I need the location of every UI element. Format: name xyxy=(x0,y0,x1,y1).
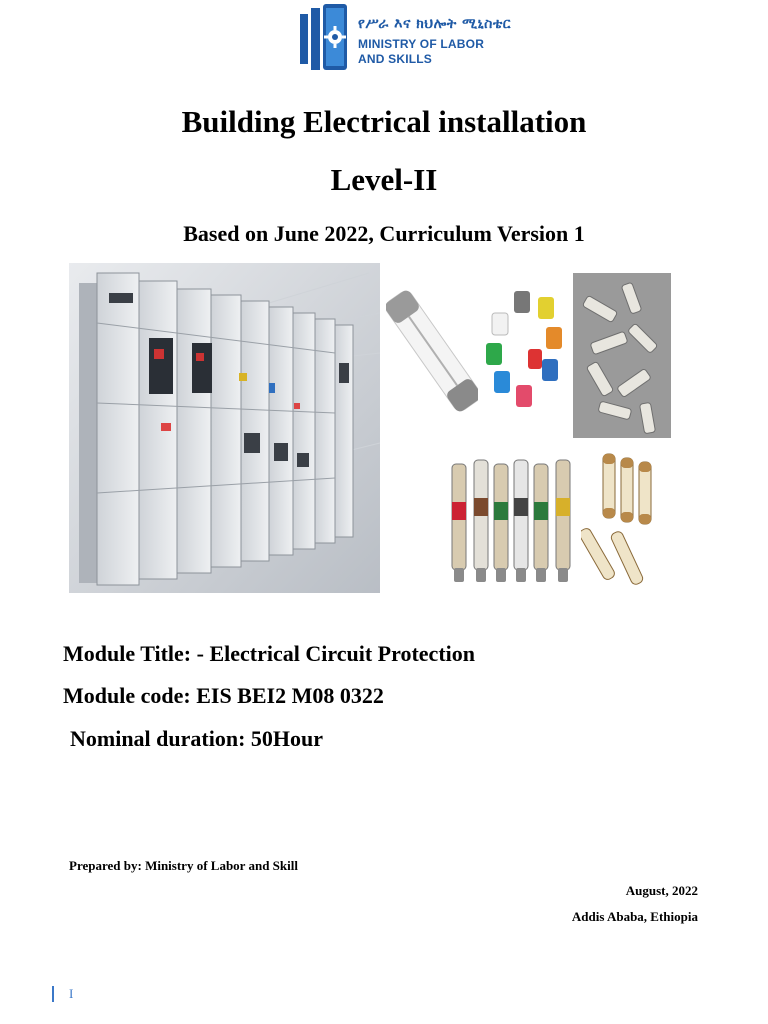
document-title: Building Electrical installation xyxy=(181,104,587,139)
prepared-by: Prepared by: Ministry of Labor and Skill xyxy=(69,858,298,873)
module-code: Module code: EIS BEI2 M08 0322 xyxy=(63,683,384,708)
module-title: Module Title: - Electrical Circuit Protection xyxy=(63,641,475,666)
level-title: Level-II xyxy=(330,162,438,197)
curriculum-basis: Based on June 2022, Curriculum Version 1 xyxy=(183,221,585,246)
logo-text-line1: MINISTRY OF LABOR xyxy=(358,37,485,51)
ministry-logo xyxy=(300,4,512,70)
date: August, 2022 xyxy=(625,883,698,898)
ministry-emblem-icon xyxy=(300,4,352,70)
cartridge-fuses-photo xyxy=(444,452,581,592)
ceramic-fuses-photo xyxy=(581,446,671,592)
footer-divider xyxy=(52,986,54,1002)
place: Addis Ababa, Ethiopia xyxy=(571,909,698,924)
glass-fuse-photo xyxy=(386,271,481,431)
nominal-duration: Nominal duration: 50Hour xyxy=(70,726,324,751)
blade-fuses-photo xyxy=(478,283,568,423)
switchgear-panel-photo xyxy=(69,263,380,593)
page-number: I xyxy=(69,986,74,1001)
glass-fuses-pile-photo xyxy=(573,273,671,438)
logo-text-line2: AND SKILLS xyxy=(358,52,432,66)
logo-amharic-text: የሥራ እና ክህሎት ሚኒስቴር xyxy=(358,16,512,32)
